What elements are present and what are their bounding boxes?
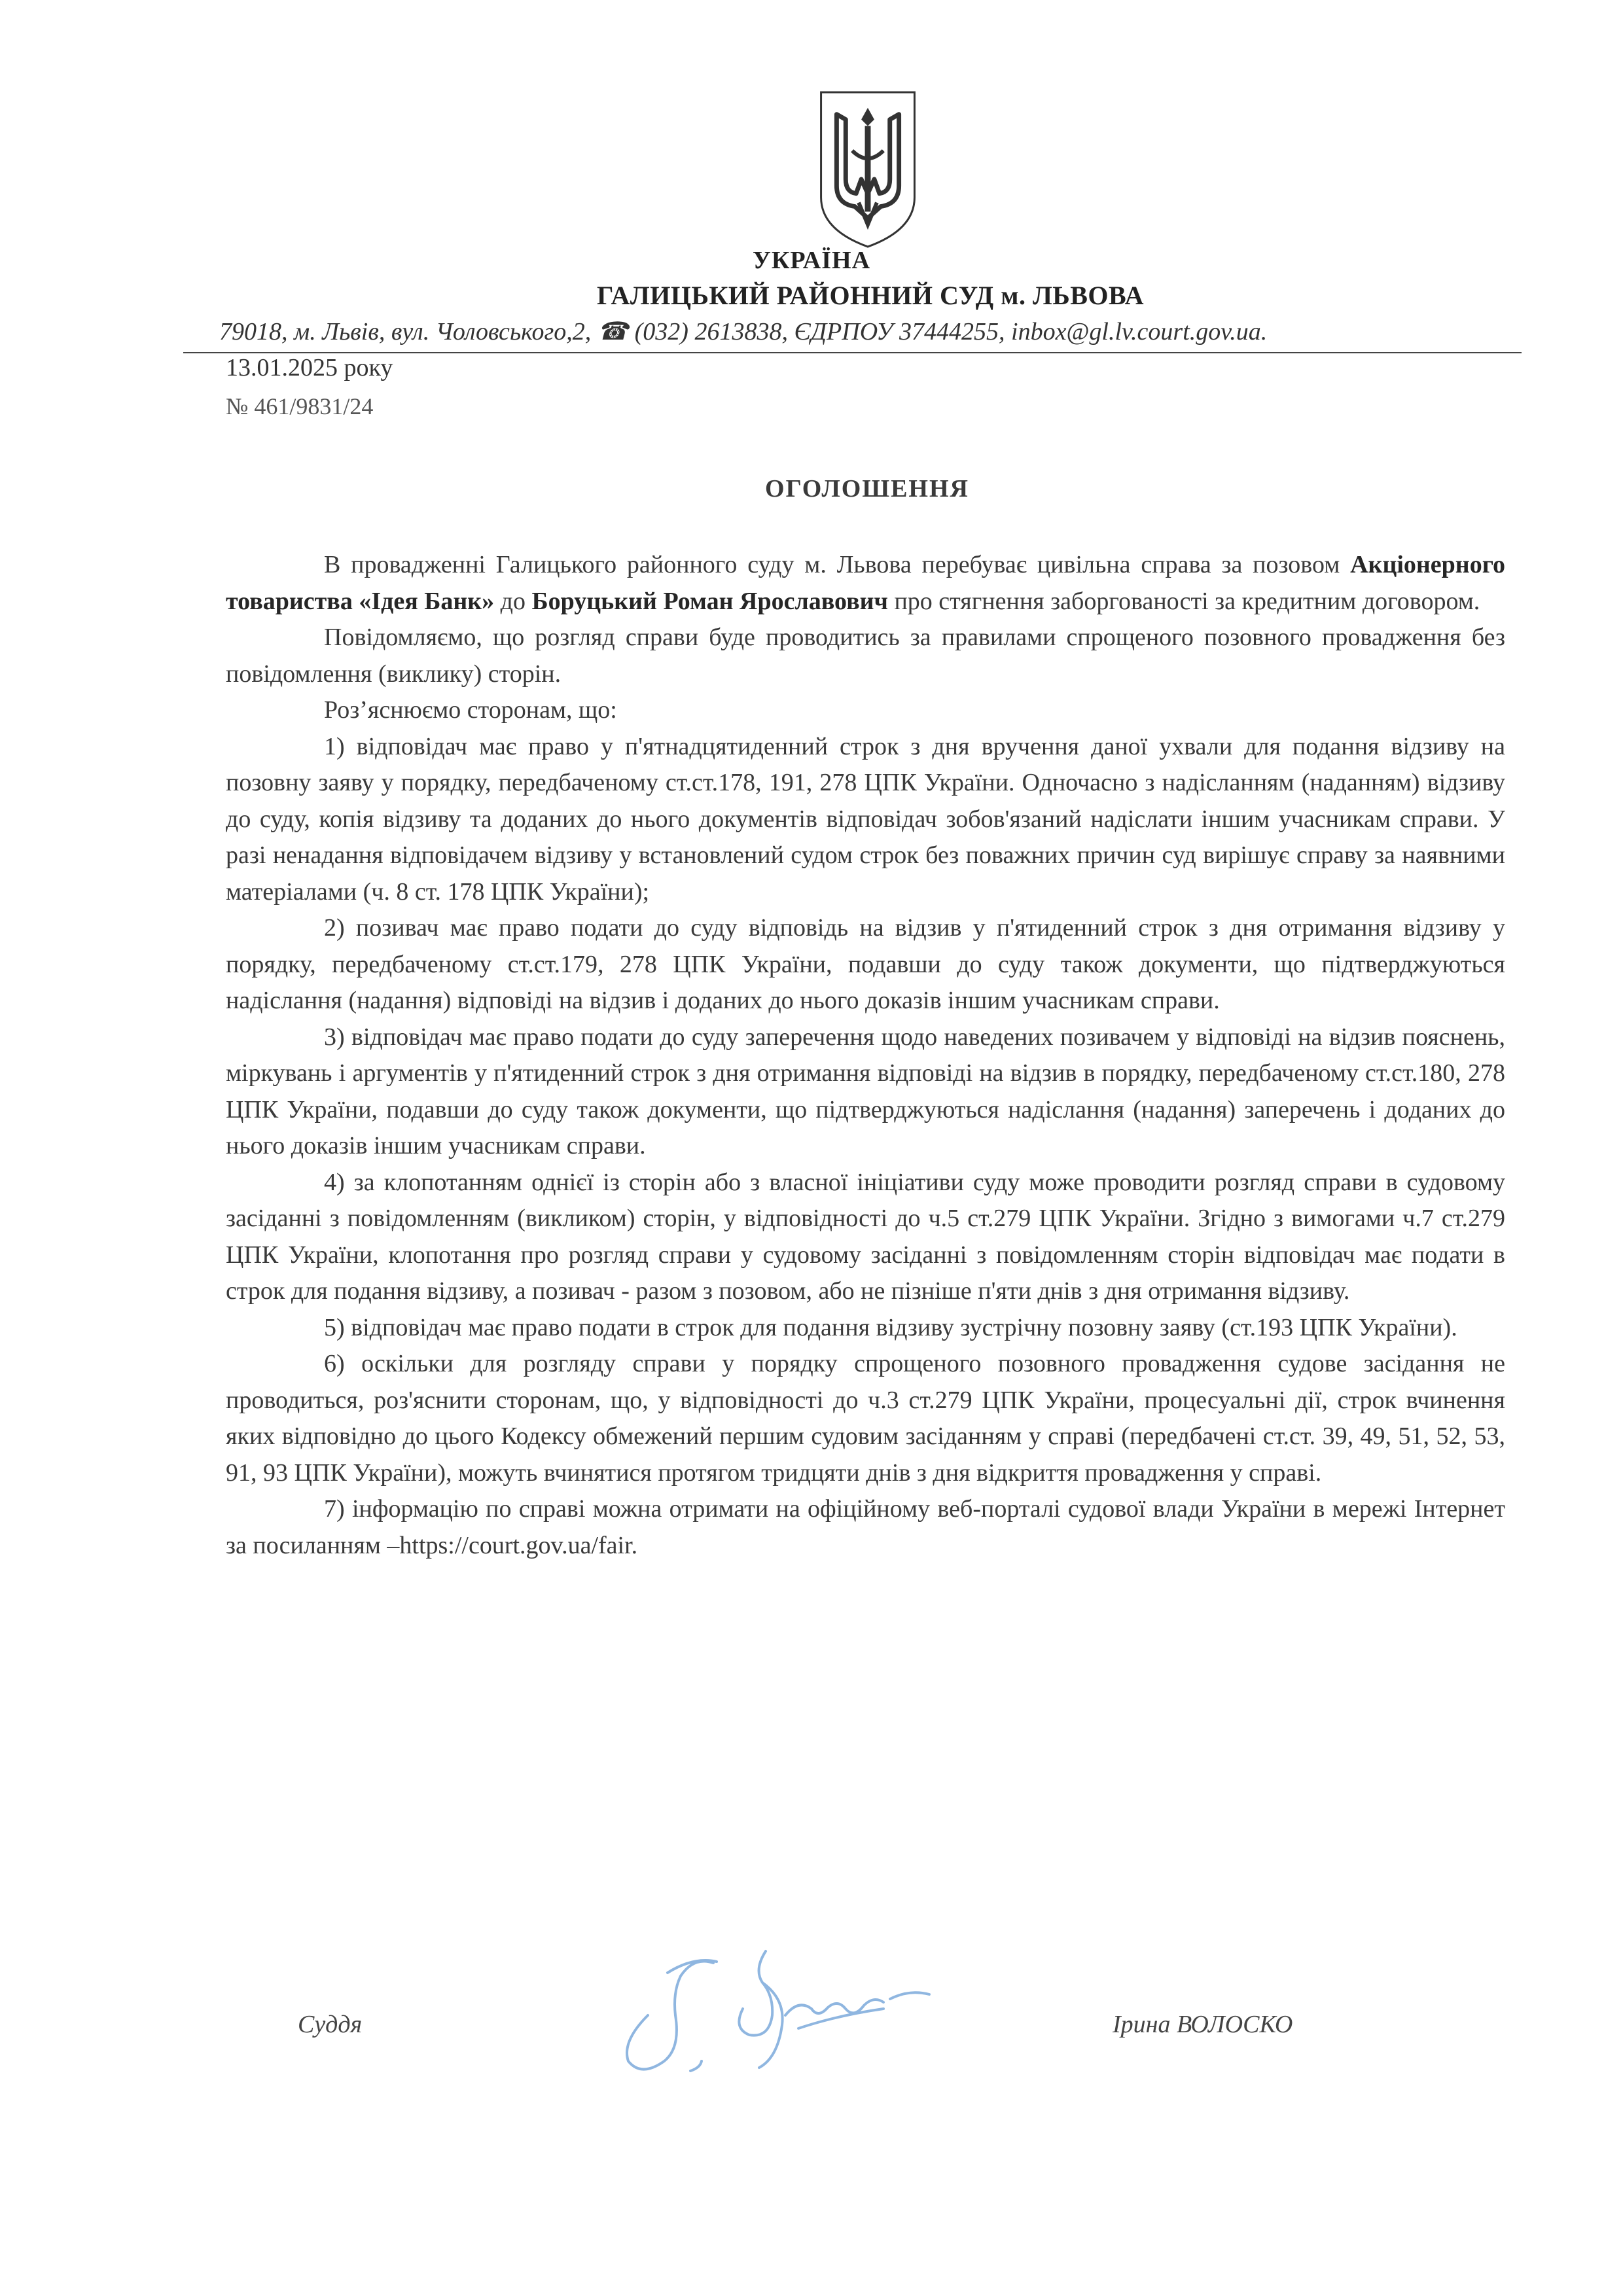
signer-role: Суддя xyxy=(298,2011,363,2038)
document-title: ОГОЛОШЕННЯ xyxy=(765,475,969,503)
clarification-item-6: 6) оскільки для розгляду справи у порядку спрощеного позовного провадження судове засідання не проводиться, роз'яснити сторонам, що, у відповідності до ч.3 ст.279 ЦПК України, процесуальні дії, строк вчинення яких відповідно до цього Кодексу обмежений першим судовим засіданням у справі (передбачені ст.ст. 39, 49, 51, 52, 53, 91, 93 ЦПК України), можуть вчинятися протягом тридцяти днів з дня відкриття провадження у справі. xyxy=(226,1350,1505,1487)
clarification-item-4: 4) за клопотанням однієї із сторін або з власної ініціативи суду може проводити розгляд справи в судовому засіданні з повідомленням (викликом) сторін, у відповідності до ч.5 ст.279 ЦПК України. Згідно з вимогами ч.7 ст.279 ЦПК України, клопотання про розгляд справи у судовому засіданні з повідомленням сторін відповідач має подати в строк для подання відзиву, а позивач - разом з позовом, або не пізніше п'яти днів з дня отримання відзиву. xyxy=(226,1168,1505,1305)
clarification-item-3: 3) відповідач має право подати до суду заперечення щодо наведених позивачем у відповіді на відзив пояснень, міркувань і аргументів у п'ятиденний строк з дня отримання відповіді на відзив в порядку, передбаченому ст.ст.180, 278 ЦПК України, подавши до суду також документи, що підтверджуються надіслання (надання) заперечень і доданих до нього доказів іншим учасникам справи. xyxy=(226,1023,1505,1159)
document-body xyxy=(226,547,1505,1564)
court-name: ГАЛИЦЬКИЙ РАЙОННИЙ СУД м. ЛЬВОВА xyxy=(596,281,1145,310)
clarification-item-1: 1) відповідач має право у п'ятнадцятиденний строк з дня вручення даної ухвали для подання відзиву на позовну заяву у порядку, передбаченому ст.ст.178, 191, 278 ЦПК України. Одночасно з надісланням (наданням) відзиву до суду, копія відзиву та доданих до нього документів відповідач зобов'язаний надіслати іншим учасникам справи. У разі ненадання відповідачем відзиву у встановлений судом строк без поважних причин суд вирішує справу за наявними матеріалами (ч. 8 ст. 178 ЦПК України); xyxy=(226,732,1505,906)
procedure-paragraph: Повідомляємо, що розгляд справи буде проводитись за правилами спрощеного позовного провадження без повідомлення (виклику) сторін. xyxy=(226,624,1505,688)
clarification-item-7: 7) інформацію по справі можна отримати на офіційному веб-порталі судової влади України в мережі Інтернет за посиланням –https://court.gov.ua/fair. xyxy=(226,1495,1505,1559)
trident-coat-of-arms-icon xyxy=(815,88,921,251)
case-number: № 461/9831/24 xyxy=(226,393,374,419)
plaintiff-name: Акціонерного товариства «Ідея Банк» xyxy=(226,551,1505,615)
clarification-item-5: 5) відповідач має право подати в строк для подання відзиву зустрічну позовну заяву (ст.193 ЦПК України). xyxy=(324,1313,1457,1341)
intro-text: про стягнення заборгованості за кредитним договором. xyxy=(887,587,1480,615)
intro-text: до xyxy=(494,587,532,615)
intro-text: В провадженні Галицького районного суду м. Львова перебуває цивільна справа за позовом xyxy=(324,551,1351,578)
court-address: 79018, м. Львів, вул. Чоловського,2, ☎ (032) 2613838, ЄДРПОУ 37444255, inbox@gl.lv.court.gov.ua. xyxy=(219,318,1268,345)
country-name: УКРАЇНА xyxy=(752,247,871,274)
clarification-item-2: 2) позивач має право подати до суду відповідь на відзив у п'ятиденний строк з дня отримання відзиву у порядку, передбаченому ст.ст.179, 278 ЦПК України, подавши до суду також документи, що підтверджуються надіслання (надання) відповіді на відзив і доданих до нього доказів іншим учасникам справи. xyxy=(226,914,1505,1014)
defendant-name: Боруцький Роман Ярославович xyxy=(531,587,888,615)
document-date: 13.01.2025 року xyxy=(226,354,393,381)
handwritten-signature xyxy=(602,1937,969,2087)
signer-name: Ірина ВОЛОСКО xyxy=(1113,2011,1293,2038)
clarification-lead: Роз’яснюємо сторонам, що: xyxy=(324,696,617,724)
intro-paragraph xyxy=(226,547,1505,620)
